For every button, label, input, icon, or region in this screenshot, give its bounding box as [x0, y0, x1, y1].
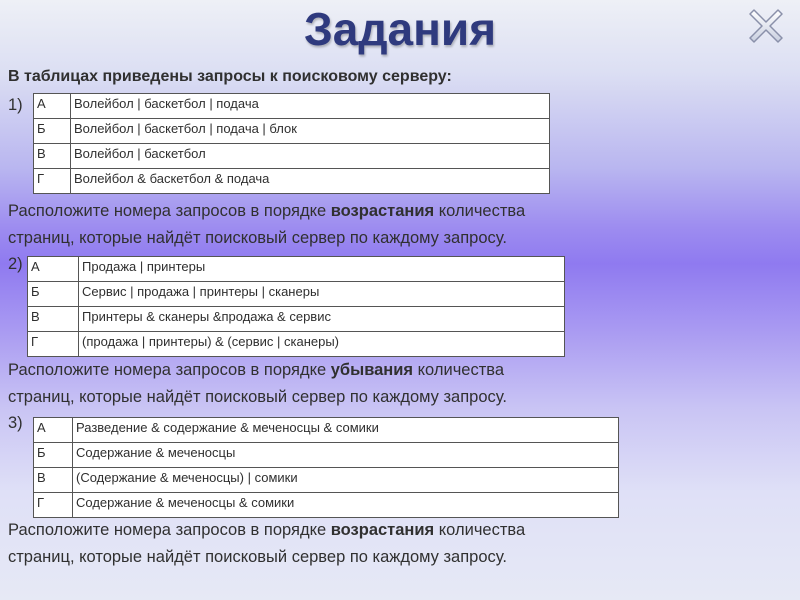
row-query: Разведение & содержание & меченосцы & сомики — [73, 418, 619, 443]
instruction-line: Расположите номера запросов в порядке возрастания количества — [8, 202, 526, 220]
row-query: Содержание & меченосцы — [73, 443, 619, 468]
row-query: Волейбол | баскетбол | подача | блок — [71, 119, 550, 144]
row-letter: А — [34, 94, 71, 119]
query-table — [33, 417, 619, 518]
row-query: Волейбол | баскетбол — [71, 144, 550, 169]
instruction-line: страниц, которые найдёт поисковый сервер по каждому запросу. — [8, 548, 507, 566]
task-number: 1) — [8, 96, 23, 114]
row-query: Сервис | продажа | принтеры | сканеры — [79, 282, 565, 307]
row-letter: Г — [28, 332, 79, 357]
row-letter: А — [34, 418, 73, 443]
table-row — [34, 443, 619, 468]
page-title: Задания — [303, 3, 497, 55]
table-row — [34, 119, 550, 144]
row-query: Принтеры & сканеры &продажа & сервис — [79, 307, 565, 332]
row-letter: Б — [28, 282, 79, 307]
table-row — [28, 282, 565, 307]
row-letter: Б — [34, 119, 71, 144]
task-number: 2) — [8, 255, 23, 273]
row-letter: В — [34, 468, 73, 493]
row-query: Содержание & меченосцы & сомики — [73, 493, 619, 518]
row-query: (продажа | принтеры) & (сервис | сканеры) — [79, 332, 565, 357]
instruction-line: Расположите номера запросов в порядке возрастания количества — [8, 521, 526, 539]
row-query: Продажа | принтеры — [79, 257, 565, 282]
table-row — [28, 307, 565, 332]
table-row — [34, 169, 550, 194]
close-x-icon[interactable] — [746, 6, 786, 46]
row-letter: В — [28, 307, 79, 332]
row-query: Волейбол & баскетбол & подача — [71, 169, 550, 194]
instruction-line: Расположите номера запросов в порядке убывания количества — [8, 361, 505, 379]
row-query: (Содержание & меченосцы) | сомики — [73, 468, 619, 493]
instruction-line: страниц, которые найдёт поисковый сервер по каждому запросу. — [8, 229, 507, 247]
query-table — [33, 93, 550, 194]
task-number: 3) — [8, 414, 23, 432]
table-row — [34, 418, 619, 443]
table-row — [28, 257, 565, 282]
row-letter: Б — [34, 443, 73, 468]
table-row — [28, 332, 565, 357]
table-row — [34, 144, 550, 169]
row-letter: Г — [34, 493, 73, 518]
intro-text: В таблицах приведены запросы к поисковому серверу: — [8, 68, 452, 85]
row-letter: А — [28, 257, 79, 282]
table-row — [34, 94, 550, 119]
query-table — [27, 256, 565, 357]
row-query: Волейбол | баскетбол | подача — [71, 94, 550, 119]
row-letter: Г — [34, 169, 71, 194]
row-letter: В — [34, 144, 71, 169]
table-row — [34, 493, 619, 518]
table-row — [34, 468, 619, 493]
instruction-line: страниц, которые найдёт поисковый сервер по каждому запросу. — [8, 388, 507, 406]
